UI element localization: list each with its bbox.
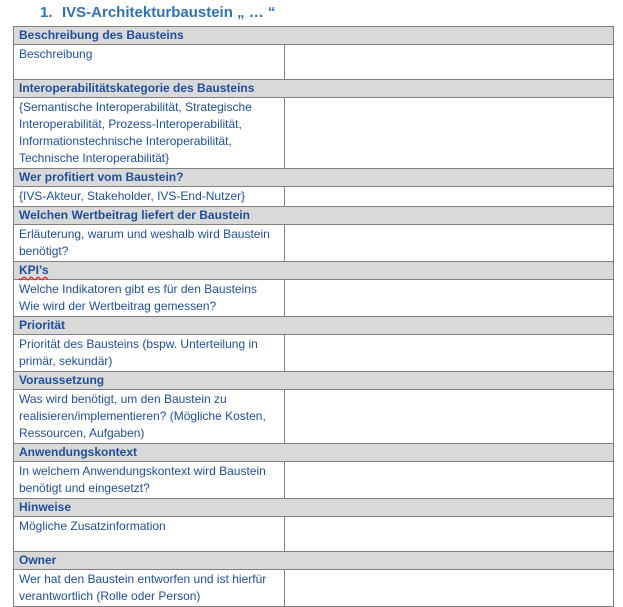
section-header-label: [14, 262, 614, 280]
section-row-profitiert: [14, 187, 614, 207]
section-row-wertbeitrag: [14, 225, 614, 262]
section-description: In welchem Anwendungskontext wird Baustein benötigt und eingesetzt?: [14, 462, 285, 499]
section-header-label: Owner: [14, 552, 614, 570]
section-value-field[interactable]: [285, 225, 614, 262]
section-value-field[interactable]: [285, 335, 614, 372]
section-header-hinweise: [14, 499, 614, 517]
section-row-kpis: [14, 280, 614, 317]
section-row-owner: [14, 570, 614, 607]
section-description: {Semantische Interoperabilität, Strategische Interoperabilität, Prozess-Interoperabilität, Informationstechnische Interoperabilität, Technische Interoperabilität}: [14, 98, 285, 169]
section-header-label: Welchen Wertbeitrag liefert der Baustein: [14, 207, 614, 225]
section-header-wertbeitrag: [14, 207, 614, 225]
section-description: Priorität des Bausteins (bspw. Unterteilung in primär, sekundär): [14, 335, 285, 372]
title-number: 1.: [40, 4, 53, 21]
section-value-field[interactable]: [285, 98, 614, 169]
section-row-hinweise: [14, 517, 614, 552]
kpi-label: KPI’s: [19, 263, 49, 277]
section-description: Welche Indikatoren gibt es für den Bausteins Wie wird der Wertbeitrag gemessen?: [14, 280, 285, 317]
section-row-anwendungskontext: [14, 462, 614, 499]
section-header-profitiert: [14, 169, 614, 187]
section-header-interoperabilitaetskategorie: [14, 80, 614, 98]
section-value-field[interactable]: [285, 390, 614, 444]
section-row-voraussetzung: [14, 390, 614, 444]
section-description: Mögliche Zusatzinformation: [14, 517, 285, 552]
section-header-label: Interoperabilitätskategorie des Bausteins: [14, 80, 614, 98]
section-value-field[interactable]: [285, 45, 614, 80]
section-value-field[interactable]: [285, 570, 614, 607]
section-value-field[interactable]: [285, 187, 614, 207]
section-header-label: Priorität: [14, 317, 614, 335]
section-value-field[interactable]: [285, 462, 614, 499]
section-value-field[interactable]: [285, 280, 614, 317]
section-header-prioritaet: [14, 317, 614, 335]
building-block-template-table: [13, 26, 614, 607]
section-header-owner: [14, 552, 614, 570]
page-title: [40, 4, 275, 21]
section-header-label: Anwendungskontext: [14, 444, 614, 462]
section-header-label: Beschreibung des Bausteins: [14, 27, 614, 45]
section-description: Erläuterung, warum und weshalb wird Baustein benötigt?: [14, 225, 285, 262]
section-description: Was wird benötigt, um den Baustein zu realisieren/implementieren? (Mögliche Kosten, Ressourcen, Aufgaben): [14, 390, 285, 444]
section-header-beschreibung: [14, 27, 614, 45]
section-header-anwendungskontext: [14, 444, 614, 462]
section-description: {IVS-Akteur, Stakeholder, IVS-End-Nutzer}: [14, 187, 285, 207]
section-value-field[interactable]: [285, 517, 614, 552]
section-description: Beschreibung: [14, 45, 285, 80]
section-row-prioritaet: [14, 335, 614, 372]
section-header-kpis: [14, 262, 614, 280]
section-header-label: Hinweise: [14, 499, 614, 517]
section-header-voraussetzung: [14, 372, 614, 390]
title-text: IVS-Architekturbaustein „ … “: [62, 4, 276, 21]
section-header-label: Wer profitiert vom Baustein?: [14, 169, 614, 187]
section-row-interoperabilitaetskategorie: [14, 98, 614, 169]
section-row-beschreibung: [14, 45, 614, 80]
section-header-label: Voraussetzung: [14, 372, 614, 390]
section-description: Wer hat den Baustein entworfen und ist hierfür verantwortlich (Rolle oder Person): [14, 570, 285, 607]
